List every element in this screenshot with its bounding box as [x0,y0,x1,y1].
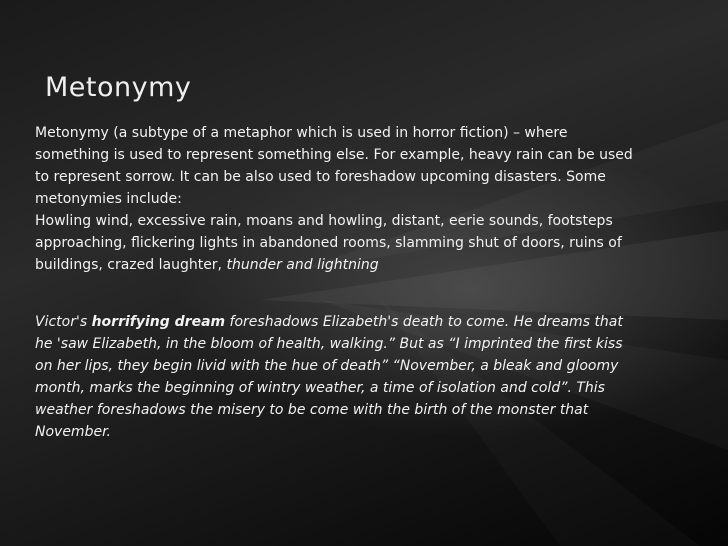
examples-italic: thunder and lightning [226,257,379,273]
victor-rest: foreshadows Elizabeth's death to come. He dreams that he 'saw Elizabeth, in the bloom of health, walking.” But as “I imprinted the first kiss on her lips, they begin livid with the hue of death” “November, a bleak and gloomy month, marks the beginning of wintry weather, a time of isolation and cold”. This weather foreshadows the misery to be come with the birth of the monster that November. [35,314,623,440]
examples-text: Howling wind, excessive rain, moans and howling, distant, eerie sounds, footsteps approaching, flickering lights in abandoned rooms, slamming shut of doors, ruins of buildings, crazed laughter, [35,213,622,273]
slide-title: Metonymy [45,72,192,103]
slide-body [35,122,635,443]
definition-text: Metonymy (a subtype of a metaphor which is used in horror fiction) – where something is used to represent something else. For example, heavy rain can be used to represent sorrow. It can be also used to foreshadow upcoming disasters. Some metonymies include: [35,125,633,207]
paragraph-victor-dream [35,311,635,443]
horrifying-dream-phrase: horrifying dream [91,314,226,330]
paragraph-definition [35,122,635,276]
victor-lead: Victor's [35,314,92,330]
